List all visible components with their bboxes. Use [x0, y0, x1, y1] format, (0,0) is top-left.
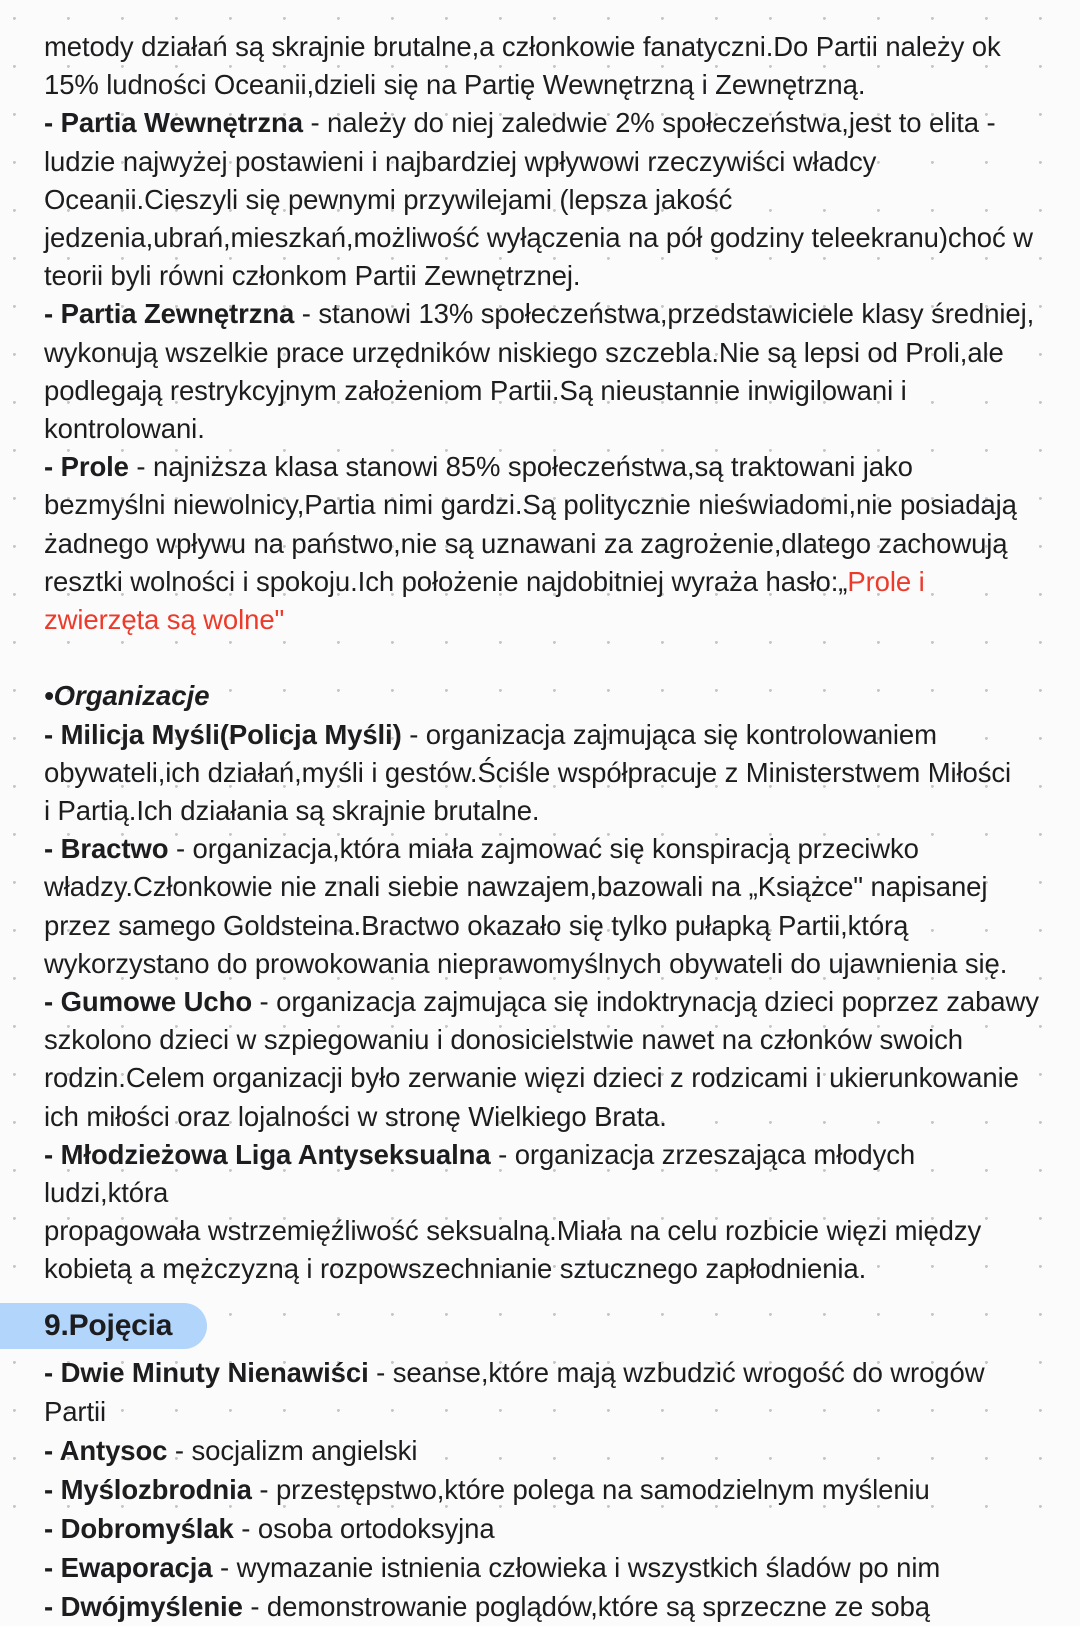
body-line [44, 486, 1040, 524]
organization-line-text: - organizacja zajmująca się indoktrynacją dzieci poprzez zabawy [252, 986, 1039, 1018]
glossary-definition: - seanse,które mają wzbudzić wrogość do wrogów Partii [44, 1356, 985, 1427]
spacer-line [44, 639, 1040, 677]
glossary-term: - Dwie Minuty Nienawiści [44, 1356, 369, 1388]
organization-line-text: szkolono dzieci w szpiegowaniu i donosicielstwie nawet na członków swoich [44, 1024, 963, 1056]
highlighted-quote-text: zwierzęta są wolne" [44, 604, 285, 636]
organization-line [44, 1136, 1040, 1212]
body-line-text: wykonują wszelkie prace urzędników niskiego szczebla.Nie są lepsi od Proli,ale [44, 336, 1004, 368]
organization-line-term: - Młodzieżowa Liga Antyseksualna [44, 1138, 491, 1170]
glossary-item [44, 1509, 1040, 1548]
body-line-text: kontrolowani. [44, 413, 205, 445]
organization-line [44, 907, 1040, 945]
glossary-term: - Ewaporacja [44, 1551, 213, 1583]
glossary-item [44, 1587, 1040, 1626]
organization-line [44, 754, 1040, 792]
organization-line-term: - Gumowe Ucho [44, 986, 253, 1018]
body-line [44, 219, 1040, 257]
organization-line-text: - organizacja zajmująca się kontrolowaniem [401, 718, 937, 750]
body-line-text: - stanowi 13% społeczeństwa,przedstawiciele klasy średniej, [294, 298, 1035, 330]
body-line [44, 525, 1040, 563]
organization-line-text: władzy.Członkowie nie znali siebie nawzajem,bazowali na „Książce" napisanej [44, 871, 988, 903]
body-line [44, 372, 1040, 410]
chapter-heading-row [44, 1303, 1040, 1351]
body-line-term: - Prole [44, 451, 129, 483]
glossary-definition: - osoba ortodoksyjna [233, 1512, 495, 1544]
organization-line [44, 830, 1040, 868]
glossary-definition: - wymazanie istnienia człowieka i wszystkich śladów po nim [212, 1551, 941, 1583]
organization-line [44, 1098, 1040, 1136]
body-line [44, 143, 1040, 181]
body-line [44, 410, 1040, 448]
glossary-definition: - socjalizm angielski [167, 1434, 418, 1466]
body-line [44, 295, 1040, 333]
party-classes-paragraph [44, 28, 1040, 639]
organization-line [44, 945, 1040, 983]
body-line-text: - należy do niej zaledwie 2% społeczeństwa,jest to elita - [302, 107, 996, 139]
glossary-list [44, 1353, 1040, 1626]
body-line-text: metody działań są skrajnie brutalne,a członkowie fanatyczni.Do Partii należy ok [44, 31, 1001, 62]
body-line [44, 257, 1040, 295]
body-line [44, 448, 1040, 486]
glossary-definition: - przestępstwo,które polega na samodzielnym myśleniu [251, 1473, 930, 1505]
body-line [44, 563, 1040, 601]
body-line-text: teorii byli równi członkom Partii Zewnętrznej. [44, 260, 581, 292]
glossary-item [44, 1470, 1040, 1509]
organization-line-text: rodzin.Celem organizacji było zerwanie więzi dzieci z rodzicami i ukierunkowanie [44, 1062, 1019, 1094]
organizations-heading: •Organizacje [44, 680, 210, 712]
organization-line-text: ich miłości oraz lojalności w stronę Wielkiego Brata. [44, 1100, 667, 1132]
organization-line [44, 983, 1040, 1021]
organization-line [44, 1250, 1040, 1288]
body-line-text: bezmyślni niewolnicy,Partia nimi gardzi.Są politycznie nieświadomi,nie posiadają [44, 489, 1017, 521]
organization-line [44, 1212, 1040, 1250]
body-line-text: Oceanii.Cieszyli się pewnymi przywilejami (lepsza jakość [44, 183, 733, 215]
chapter-heading-text: 9.Pojęcia [44, 1308, 173, 1342]
body-line [44, 104, 1040, 142]
body-line [44, 181, 1040, 219]
organizations-paragraph [44, 716, 1040, 1289]
body-line-text: ludzie najwyżej postawieni i najbardziej wpływowi rzeczywiści władcy [44, 145, 877, 177]
organization-line-text: i Partią.Ich działania są skrajnie brutalne. [44, 795, 540, 827]
organization-line [44, 868, 1040, 906]
organization-line-text: - organizacja zrzeszająca młodych ludzi,która [44, 1138, 923, 1209]
organization-line [44, 1059, 1040, 1097]
body-line [44, 334, 1040, 372]
body-line-text: 15% ludności Oceanii,dzieli się na Partię Wewnętrzną i Zewnętrzną. [44, 69, 866, 101]
glossary-item [44, 1431, 1040, 1470]
body-line-text: żadnego wpływu na państwo,nie są uznawani za zagrożenie,dlatego zachowują [44, 527, 1008, 559]
organization-line-text: obywateli,ich działań,myśli i gestów.Ściśle współpracuje z Ministerstwem Miłości [44, 756, 1012, 788]
organization-line-term: - Milicja Myśli(Policja Myśli) [44, 718, 402, 750]
organization-line-text: wykorzystano do prowokowania nieprawomyślnych obywateli do ujawnienia się. [44, 947, 1008, 979]
body-line [44, 601, 1040, 639]
glossary-item [44, 1548, 1040, 1587]
organization-line-text: - organizacja,która miała zajmować się konspiracją przeciwko [168, 833, 919, 865]
glossary-term: - Myślozbrodnia [44, 1473, 252, 1505]
body-line-text: jedzenia,ubrań,mieszkań,możliwość wyłączenia na pół godziny teleekranu)choć w [44, 222, 1033, 254]
glossary-term: - Dobromyślak [44, 1512, 234, 1544]
body-line [44, 66, 1040, 104]
organization-line-text: przez samego Goldsteina.Bractwo okazało się tylko pułapką Partii,którą [44, 909, 909, 941]
body-line-text: podlegają restrykcyjnym założeniom Partii.Są nieustannie inwigilowani i [44, 374, 907, 406]
organization-line-term: - Bractwo [44, 833, 169, 865]
body-line-term: - Partia Wewnętrzna [44, 107, 303, 139]
body-line-term: - Partia Zewnętrzna [44, 298, 295, 330]
organization-line [44, 792, 1040, 830]
body-line-text: resztki wolności i spokoju.Ich położenie najdobitniej wyraża hasło:„ [44, 565, 848, 597]
organization-line [44, 716, 1040, 754]
body-line [44, 28, 1040, 66]
glossary-definition: - demonstrowanie poglądów,które są sprzeczne ze sobą [242, 1590, 930, 1622]
body-line-text: - najniższa klasa stanowi 85% społeczeństwa,są traktowani jako [128, 451, 913, 483]
organization-line [44, 1021, 1040, 1059]
highlighted-quote-text: Prole i [847, 565, 925, 597]
organization-line-text: propagowała wstrzemięźliwość seksualną.Miała na celu rozbicie więzi między [44, 1215, 982, 1247]
glossary-item [44, 1353, 1040, 1431]
glossary-term: - Dwójmyślenie [44, 1590, 243, 1622]
glossary-term: - Antysoc [44, 1434, 168, 1466]
organization-line-text: kobietą a mężczyzną i rozpowszechnianie sztucznego zapłodnienia. [44, 1253, 867, 1285]
